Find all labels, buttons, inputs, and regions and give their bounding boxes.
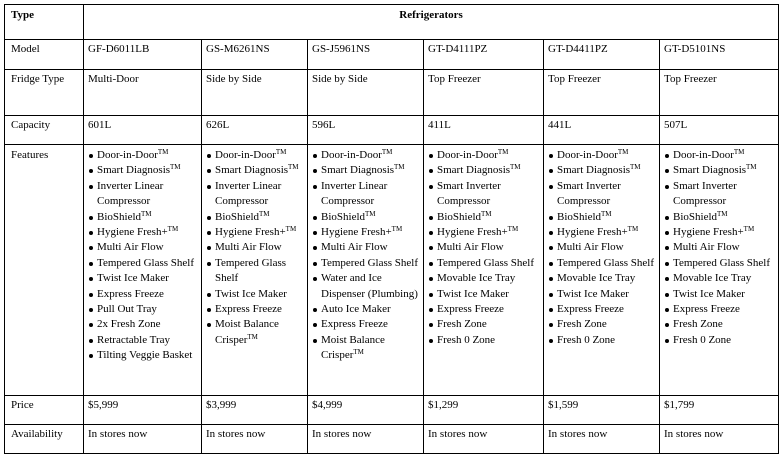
capacity-cell: 626L [202, 116, 308, 145]
feature-text: Smart Diagnosis [673, 164, 747, 177]
availability-cell: In stores now [544, 425, 660, 454]
feature-text: Pull Out Tray [97, 303, 157, 316]
feature-item [206, 240, 303, 255]
fridge-type-row [5, 70, 779, 116]
feature-item [88, 225, 197, 240]
feature-text: Movable Ice Tray [437, 272, 516, 285]
feature-text: BioShield [557, 210, 602, 223]
feature-text: Express Freeze [321, 318, 388, 331]
feature-item [312, 210, 419, 225]
availability-cell: In stores now [660, 425, 779, 454]
feature-item [88, 333, 197, 348]
features-cell [660, 145, 779, 396]
trademark-mark: TM [601, 209, 612, 218]
trademark-mark: TM [247, 332, 258, 341]
trademark-mark: TM [259, 209, 270, 218]
feature-item [664, 210, 774, 225]
model-cell: GT-D4411PZ [544, 40, 660, 70]
availability-cell: In stores now [424, 425, 544, 454]
feature-text: Door-in-Door [97, 149, 158, 161]
availability-cell: In stores now [84, 425, 202, 454]
feature-text: Door-in-Door [321, 149, 382, 161]
feature-item [88, 148, 197, 163]
feature-text: Hygiene Fresh+ [437, 226, 508, 239]
price-cell: $3,999 [202, 396, 308, 425]
feature-item [548, 302, 655, 317]
feature-item [88, 256, 197, 271]
feature-text: Fresh Zone [437, 318, 487, 331]
feature-item [312, 225, 419, 240]
feature-item [206, 179, 303, 210]
header-row [5, 5, 779, 40]
trademark-mark: TM [381, 148, 393, 156]
availability-row [5, 425, 779, 454]
feature-text: Fresh 0 Zone [557, 333, 616, 346]
feature-item [312, 271, 419, 302]
feature-item [664, 240, 774, 255]
feature-text: Moist Balance Crisper [321, 333, 385, 362]
features-row [5, 145, 779, 396]
feature-text: Hygiene Fresh+ [97, 226, 168, 239]
feature-item [664, 148, 774, 163]
feature-text: Hygiene Fresh+ [557, 226, 628, 239]
feature-text: Smart Diagnosis [557, 164, 631, 177]
feature-text: BioShield [97, 210, 142, 223]
features-cell [84, 145, 202, 396]
row-label-availability: Availability [5, 425, 84, 454]
feature-item [548, 179, 655, 210]
feature-item [206, 287, 303, 302]
feature-list [548, 148, 655, 348]
feature-item [428, 240, 539, 255]
fridge-type-cell: Multi-Door [84, 70, 202, 116]
trademark-mark: TM [141, 209, 152, 218]
feature-text: Twist Ice Maker [557, 287, 629, 300]
feature-text: Retractable Tray [97, 333, 171, 346]
capacity-cell: 441L [544, 116, 660, 145]
feature-text: Inverter Linear Compressor [321, 179, 388, 208]
trademark-mark: TM [288, 163, 299, 172]
feature-item [548, 163, 655, 178]
feature-list [88, 148, 197, 364]
capacity-cell: 507L [660, 116, 779, 145]
feature-text: Express Freeze [437, 303, 504, 316]
trademark-mark: TM [733, 148, 745, 156]
fridge-type-cell: Top Freezer [660, 70, 779, 116]
capacity-cell: 411L [424, 116, 544, 145]
feature-text: Door-in-Door [437, 149, 498, 161]
feature-text: Tempered Glass Shelf [215, 256, 287, 285]
feature-text: Door-in-Door [557, 149, 618, 161]
feature-text: Auto Ice Maker [321, 303, 391, 316]
feature-item [206, 210, 303, 225]
feature-text: Express Freeze [97, 287, 164, 300]
table-title: Refrigerators [84, 5, 779, 40]
feature-text: Tempered Glass Shelf [437, 256, 534, 269]
feature-text: Multi Air Flow [321, 241, 388, 254]
trademark-mark: TM [481, 209, 492, 218]
price-cell: $1,599 [544, 396, 660, 425]
feature-text: Tempered Glass Shelf [557, 256, 654, 269]
feature-text: Door-in-Door [215, 149, 276, 161]
price-cell: $1,299 [424, 396, 544, 425]
feature-item [206, 256, 303, 287]
feature-item [664, 225, 774, 240]
feature-item [664, 256, 774, 271]
features-cell [202, 145, 308, 396]
trademark-mark: TM [746, 163, 757, 172]
feature-text: Tempered Glass Shelf [673, 256, 770, 269]
feature-item [548, 333, 655, 348]
features-cell [308, 145, 424, 396]
feature-text: Multi Air Flow [437, 241, 504, 254]
feature-item [428, 210, 539, 225]
feature-text: Twist Ice Maker [437, 287, 509, 300]
feature-text: Tilting Veggie Basket [97, 349, 193, 362]
capacity-cell: 596L [308, 116, 424, 145]
feature-text: Smart Inverter Compressor [557, 179, 621, 208]
feature-text: Movable Ice Tray [557, 272, 636, 285]
feature-text: Smart Diagnosis [215, 164, 289, 177]
model-cell: GS-M6261NS [202, 40, 308, 70]
feature-item [548, 317, 655, 332]
feature-text: Fresh Zone [557, 318, 607, 331]
trademark-mark: TM [157, 148, 169, 156]
feature-text: Fresh 0 Zone [673, 333, 732, 346]
feature-text: Express Freeze [215, 303, 282, 316]
feature-text: BioShield [321, 210, 366, 223]
feature-text: Express Freeze [673, 303, 740, 316]
feature-text: Fresh 0 Zone [437, 333, 496, 346]
feature-item [548, 225, 655, 240]
row-label-capacity: Capacity [5, 116, 84, 145]
feature-text: Water and Ice Dispenser (Plumbing) [321, 272, 418, 300]
trademark-mark: TM [170, 163, 181, 172]
feature-text: Twist Ice Maker [673, 287, 745, 300]
trademark-mark: TM [353, 348, 364, 357]
feature-item [88, 348, 197, 363]
feature-item [664, 302, 774, 317]
capacity-cell: 601L [84, 116, 202, 145]
feature-item [428, 271, 539, 286]
feature-item [88, 287, 197, 302]
feature-item [548, 240, 655, 255]
feature-text: Smart Diagnosis [437, 164, 511, 177]
model-cell: GS-J5961NS [308, 40, 424, 70]
feature-item [428, 317, 539, 332]
feature-text: Hygiene Fresh+ [215, 226, 286, 239]
feature-item [312, 179, 419, 210]
feature-text: Smart Inverter Compressor [673, 179, 737, 208]
feature-text: Multi Air Flow [557, 241, 624, 254]
model-cell: GT-D5101NS [660, 40, 779, 70]
feature-text: BioShield [215, 210, 260, 223]
trademark-mark: TM [275, 148, 287, 156]
feature-text: Twist Ice Maker [97, 272, 169, 285]
price-cell: $1,799 [660, 396, 779, 425]
row-label-price: Price [5, 396, 84, 425]
feature-text: BioShield [437, 210, 482, 223]
feature-item [664, 271, 774, 286]
feature-item [664, 287, 774, 302]
model-cell: GF-D6011LB [84, 40, 202, 70]
feature-item [206, 302, 303, 317]
feature-item [664, 317, 774, 332]
feature-item [428, 287, 539, 302]
feature-text: Multi Air Flow [673, 241, 740, 254]
feature-item [428, 163, 539, 178]
feature-text: 2x Fresh Zone [97, 318, 161, 331]
feature-item [664, 333, 774, 348]
trademark-mark: TM [510, 163, 521, 172]
fridge-type-cell: Top Freezer [544, 70, 660, 116]
feature-item [88, 302, 197, 317]
feature-text: Movable Ice Tray [673, 272, 752, 285]
trademark-mark: TM [630, 163, 641, 172]
feature-text: BioShield [673, 210, 718, 223]
row-label-features: Features [5, 145, 84, 396]
feature-text: Multi Air Flow [215, 241, 282, 254]
fridge-type-cell: Side by Side [308, 70, 424, 116]
availability-cell: In stores now [202, 425, 308, 454]
feature-text: Multi Air Flow [97, 241, 164, 254]
model-row [5, 40, 779, 70]
fridge-type-cell: Side by Side [202, 70, 308, 116]
feature-text: Inverter Linear Compressor [97, 179, 164, 208]
feature-item [312, 302, 419, 317]
feature-text: Moist Balance Crisper [215, 318, 279, 346]
feature-text: Hygiene Fresh+ [321, 226, 392, 239]
feature-item [312, 148, 419, 163]
feature-item [206, 148, 303, 163]
feature-item [88, 179, 197, 210]
price-cell: $4,999 [308, 396, 424, 425]
fridge-type-cell: Top Freezer [424, 70, 544, 116]
feature-text: Smart Diagnosis [321, 164, 395, 177]
feature-text: Express Freeze [557, 303, 624, 316]
feature-item [88, 163, 197, 178]
feature-text: Twist Ice Maker [215, 287, 287, 300]
feature-text: Hygiene Fresh+ [673, 226, 744, 239]
features-cell [424, 145, 544, 396]
trademark-mark: TM [391, 225, 403, 234]
price-row [5, 396, 779, 425]
feature-item [312, 240, 419, 255]
row-label-fridge-type: Fridge Type [5, 70, 84, 116]
trademark-mark: TM [394, 163, 405, 172]
trademark-mark: TM [497, 148, 509, 156]
feature-list [206, 148, 303, 348]
row-label-model: Model [5, 40, 84, 70]
feature-text: Smart Diagnosis [97, 164, 171, 177]
feature-item [428, 302, 539, 317]
refrigerator-comparison-table [4, 4, 779, 454]
feature-item [548, 148, 655, 163]
feature-text: Tempered Glass Shelf [97, 256, 194, 269]
features-cell [544, 145, 660, 396]
trademark-mark: TM [627, 225, 639, 234]
feature-item [88, 240, 197, 255]
feature-item [664, 179, 774, 210]
feature-item [88, 210, 197, 225]
trademark-mark: TM [285, 225, 297, 234]
trademark-mark: TM [617, 148, 629, 156]
type-header: Type [5, 5, 84, 40]
trademark-mark: TM [507, 225, 519, 234]
feature-item [312, 333, 419, 364]
trademark-mark: TM [743, 225, 755, 234]
feature-item [312, 256, 419, 271]
feature-item [88, 271, 197, 286]
feature-list [312, 148, 419, 364]
feature-item [206, 317, 303, 348]
feature-item [428, 256, 539, 271]
feature-item [428, 333, 539, 348]
feature-text: Smart Inverter Compressor [437, 179, 501, 208]
feature-item [664, 163, 774, 178]
feature-text: Door-in-Door [673, 149, 734, 161]
feature-item [548, 287, 655, 302]
feature-item [548, 256, 655, 271]
feature-item [88, 317, 197, 332]
feature-item [428, 225, 539, 240]
availability-cell: In stores now [308, 425, 424, 454]
feature-list [664, 148, 774, 348]
feature-text: Tempered Glass Shelf [321, 256, 418, 269]
trademark-mark: TM [365, 209, 376, 218]
feature-text: Inverter Linear Compressor [215, 179, 282, 208]
feature-item [428, 179, 539, 210]
model-cell: GT-D4111PZ [424, 40, 544, 70]
feature-list [428, 148, 539, 348]
feature-item [548, 271, 655, 286]
feature-item [428, 148, 539, 163]
capacity-row [5, 116, 779, 145]
feature-item [548, 210, 655, 225]
feature-item [206, 163, 303, 178]
price-cell: $5,999 [84, 396, 202, 425]
feature-text: Fresh Zone [673, 318, 723, 331]
trademark-mark: TM [717, 209, 728, 218]
feature-item [312, 317, 419, 332]
feature-item [312, 163, 419, 178]
trademark-mark: TM [167, 225, 179, 234]
feature-item [206, 225, 303, 240]
